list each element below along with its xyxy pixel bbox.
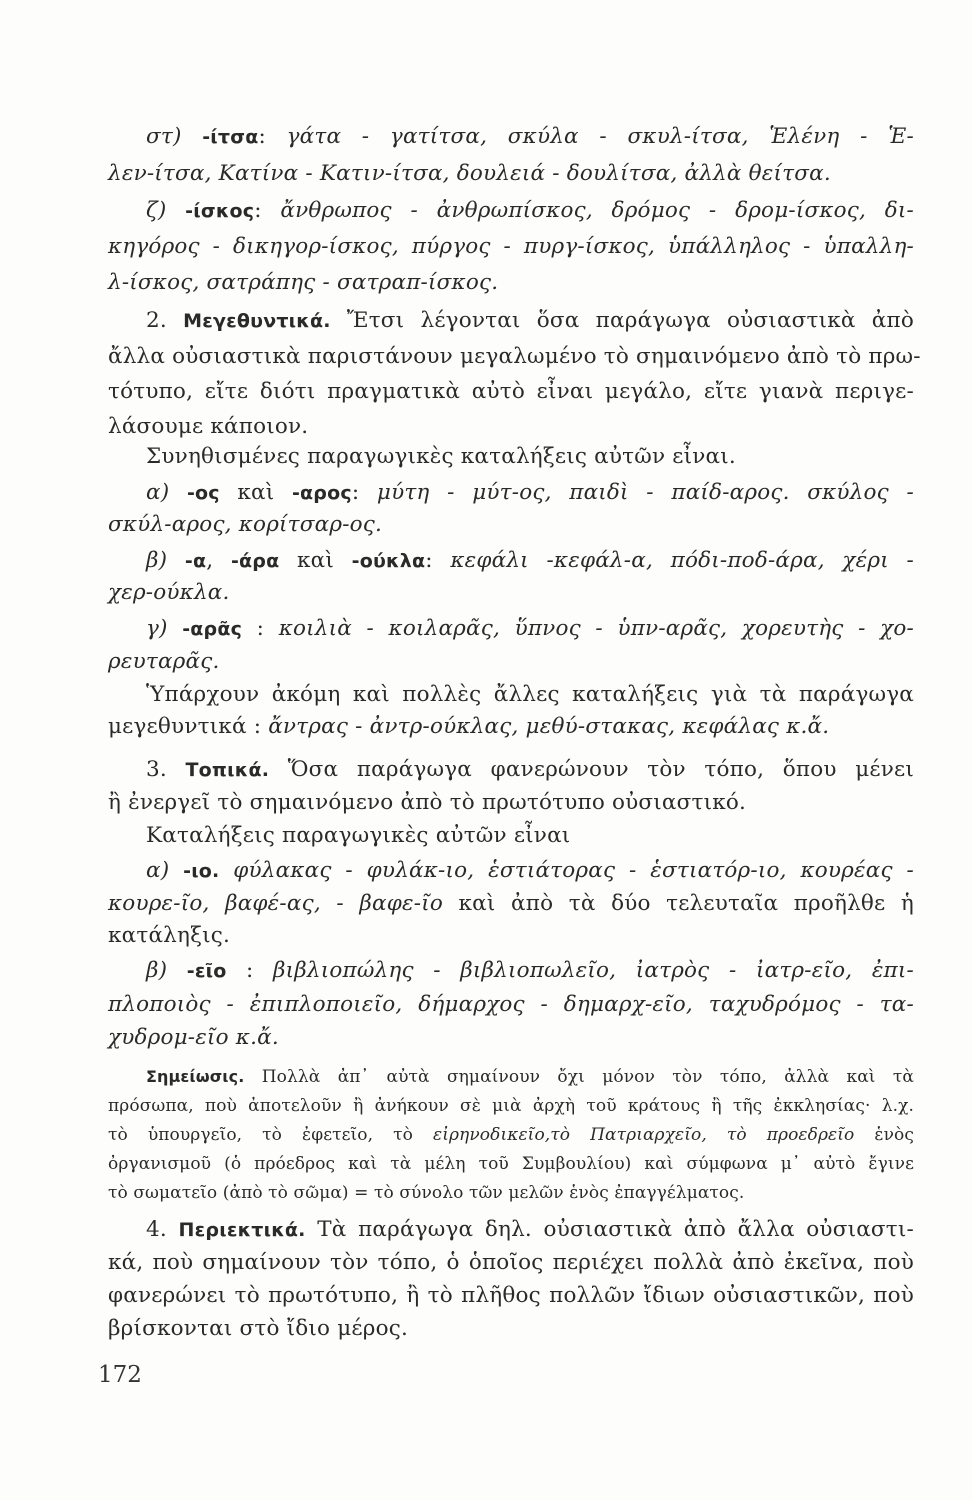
text-line: φανερώνει τὸ πρωτότυπο, ἢ τὸ πλῆθος πολλῶν ἴδιων οὐσιαστικῶν, ποὺ <box>108 1283 914 1308</box>
text-line: ἢ ἐνεργεῖ τὸ σημαινόμενο ἀπὸ τὸ πρωτότυπο οὐσιαστικό. <box>108 790 747 815</box>
text-line: α) -ος καὶ -αρος: μύτη - μύτ-ος, παιδὶ - παίδ-αρος. σκύλος - <box>146 480 914 505</box>
text-line: ρευταρᾶς. <box>108 649 220 674</box>
text-line: λεν-ίτσα, Κατίνα - Κατιν-ίτσα, δουλειά - δουλίτσα, ἀλλὰ θείτσα. <box>108 161 831 186</box>
text-line: κουρε-ῖο, βαφέ-ας, - βαφε-ῖο καὶ ἀπὸ τὰ δύο τελευταῖα προῆλθε ἡ <box>108 891 915 916</box>
section-heading: 4. Περιεκτικά. Τὰ παράγωγα δηλ. οὐσιαστικὰ ἀπὸ ἄλλα οὐσιαστι- <box>146 1217 914 1242</box>
text-line: χερ-ούκλα. <box>108 580 230 605</box>
text-line: ἄλλα οὐσιαστικὰ παριστάνουν μεγαλωμένο τὸ σημαινόμενο ἀπὸ τὸ πρω- <box>108 344 921 369</box>
text-line: λάσουμε κάποιον. <box>108 414 309 439</box>
text-line: β) -α, -άρα καὶ -ούκλα: κεφάλι -κεφάλ-α, πόδι-ποδ-άρα, χέρι - <box>146 548 914 573</box>
text-line: κά, ποὺ σημαίνουν τὸν τόπο, ὁ ὁποῖος περιέχει πολλὰ ἀπὸ ἐκεῖνα, ποὺ <box>108 1250 914 1275</box>
section-heading: 2. Μεγεθυντικά. Ἔτσι λέγονται ὅσα παράγωγα οὐσιαστικὰ ἀπὸ <box>146 308 914 333</box>
text-line: α) -ιο. φύλακας - φυλάκ-ιο, ἑστιάτορας - ἑστιατόρ-ιο, κουρέας - <box>146 858 914 883</box>
text-line: γ) -αρᾶς : κοιλιὰ - κοιλαρᾶς, ὕπνος - ὑπν-αρᾶς, χορευτὴς - χο- <box>146 616 915 641</box>
text-line: τότυπο, εἴτε διότι πραγματικὰ αὐτὸ εἶναι μεγάλο, εἴτε γιανὰ περιγε- <box>108 379 914 404</box>
text-line: κατάληξις. <box>108 923 231 948</box>
text-line: β) -εῖο : βιβλιοπώλης - βιβλιοπωλεῖο, ἰατρὸς - ἰατρ-εῖο, ἐπι- <box>146 958 914 983</box>
text-line: ζ) -ίσκος: ἄνθρωπος - ἀνθρωπίσκος, δρόμος - δρομ-ίσκος, δι- <box>146 198 914 223</box>
text-line: Συνηθισμένες παραγωγικὲς καταλήξεις αὐτῶν εἶναι. <box>146 444 736 469</box>
text-line: σκύλ-αρος, κορίτσαρ-ος. <box>108 512 383 537</box>
text-line: κηγόρος - δικηγορ-ίσκος, πύργος - πυργ-ίσκος, ὑπάλληλος - ὑπαλλη- <box>108 234 914 259</box>
text-line: Ὑπάρχουν ἀκόμη καὶ πολλὲς ἄλλες καταλήξεις γιὰ τὰ παράγωγα <box>146 682 914 707</box>
page-number: 172 <box>98 1362 142 1388</box>
note-line: ὀργανισμοῦ (ὁ πρόεδρος καὶ τὰ μέλη τοῦ Συμβουλίου) καὶ σύμφωνα μ᾽ αὐτὸ ἔγινε <box>108 1154 914 1174</box>
text-line: βρίσκονται στὸ ἴδιο μέρος. <box>108 1316 409 1341</box>
text-line: λ-ίσκος, σατράπης - σατραπ-ίσκος. <box>108 270 499 295</box>
text-line: μεγεθυντικά : ἄντρας - ἀντρ-ούκλας, μεθύ-στακας, κεφάλας κ.ἄ. <box>108 714 830 739</box>
text-line: στ) -ίτσα: γάτα - γατίτσα, σκύλα - σκυλ-ίτσα, Ἑλένη - Ἑ- <box>146 124 914 149</box>
note-line: πρόσωπα, ποὺ ἀποτελοῦν ἢ ἀνήκουν σὲ μιὰ ἀρχὴ τοῦ κράτους ἢ τῆς ἐκκλησίας· λ.χ. <box>108 1096 914 1116</box>
text-line: πλοποιὸς - ἐπιπλοποιεῖο, δήμαρχος - δημαρχ-εῖο, ταχυδρόμος - τα- <box>108 992 914 1017</box>
text-line: Καταλήξεις παραγωγικὲς αὐτῶν εἶναι <box>146 823 571 848</box>
note-line: Σημείωσις. Πολλὰ ἀπ᾽ αὐτὰ σημαίνουν ὄχι μόνον τὸν τόπο, ἀλλὰ καὶ τὰ <box>146 1067 914 1087</box>
note-line: τὸ σωματεῖο (ἀπὸ τὸ σῶμα) = τὸ σύνολο τῶν μελῶν ἑνὸς ἐπαγγέλματος. <box>108 1183 745 1203</box>
note-line: τὸ ὑπουργεῖο, τὸ ἐφετεῖο, τὸ εἰρηνοδικεῖο,τὸ Πατριαρχεῖο, τὸ προεδρεῖο ἑνὸς <box>108 1125 914 1145</box>
section-heading: 3. Τοπικά. Ὅσα παράγωγα φανερώνουν τὸν τόπο, ὅπου μένει <box>146 757 914 782</box>
text-line: χυδρομ-εῖο κ.ἄ. <box>108 1025 279 1050</box>
